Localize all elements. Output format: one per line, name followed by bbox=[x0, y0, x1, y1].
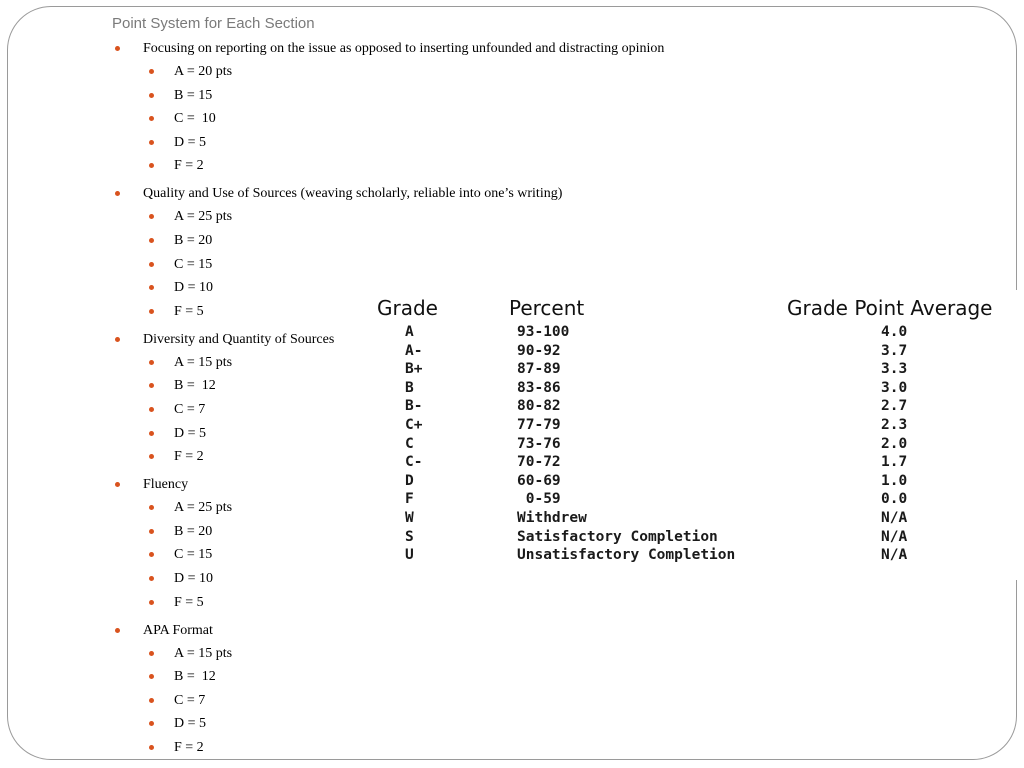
grade-cell: C bbox=[405, 435, 414, 452]
grade-points-text: A = 20 pts bbox=[174, 64, 233, 79]
gpa-cell: 2.0 bbox=[881, 435, 908, 452]
grade-points-text: F = 5 bbox=[174, 303, 204, 319]
table-row bbox=[368, 342, 1018, 361]
table-row bbox=[368, 509, 1018, 528]
percent-cell: 0-59 bbox=[517, 491, 561, 508]
grade-points-text: A = 25 pts bbox=[174, 209, 233, 225]
bullet-icon bbox=[149, 407, 154, 412]
percent-cell: 83-86 bbox=[517, 379, 561, 396]
bullet-icon bbox=[149, 431, 154, 436]
bullet-icon bbox=[149, 309, 154, 314]
bullet-icon bbox=[149, 140, 154, 145]
gpa-cell: 1.7 bbox=[881, 454, 908, 471]
grade-points-text: A = 25 pts bbox=[174, 500, 233, 516]
percent-cell: Withdrew bbox=[517, 510, 587, 526]
bullet-icon bbox=[115, 482, 120, 487]
bullet-icon bbox=[149, 674, 154, 679]
grade-points-item bbox=[112, 134, 712, 152]
percent-cell: 70-72 bbox=[517, 454, 561, 471]
grade-points-text: C = 7 bbox=[174, 401, 206, 417]
section-apa-format bbox=[112, 622, 712, 757]
grade-points-text: D = 10 bbox=[174, 280, 214, 296]
section-heading bbox=[112, 622, 712, 640]
bullet-icon bbox=[115, 191, 120, 196]
gpa-cell: N/A bbox=[881, 528, 908, 545]
slide-title: Point System for Each Section bbox=[112, 15, 315, 32]
grade-cell: C- bbox=[405, 454, 423, 471]
grade-cell: B+ bbox=[405, 361, 423, 378]
percent-cell: Unsatisfactory Completion bbox=[517, 547, 736, 564]
table-row bbox=[368, 379, 1018, 398]
section-heading-text: Quality and Use of Sources (weaving scholarly, reliable into one’s writing) bbox=[143, 186, 563, 202]
table-row bbox=[368, 323, 1018, 342]
grade-cell: S bbox=[405, 528, 414, 545]
table-row bbox=[368, 360, 1018, 379]
percent-cell: 73-76 bbox=[517, 435, 561, 452]
grade-points-text: B = 12 bbox=[174, 669, 216, 685]
grade-cell: C+ bbox=[405, 417, 423, 433]
gpa-cell: 0.0 bbox=[881, 491, 908, 508]
table-row bbox=[368, 453, 1018, 472]
gpa-cell: N/A bbox=[881, 510, 908, 526]
grade-points-text: C = 7 bbox=[174, 692, 206, 708]
gpa-column-header: Grade Point Average bbox=[787, 296, 993, 320]
grade-points-text: A = 15 pts bbox=[174, 354, 233, 370]
grade-cell: D bbox=[405, 472, 414, 489]
bullet-icon bbox=[149, 69, 154, 74]
bullet-icon bbox=[149, 93, 154, 98]
grade-points-text: C = 10 bbox=[174, 111, 216, 127]
grade-points-text: F = 2 bbox=[174, 739, 204, 755]
bullet-icon bbox=[149, 163, 154, 168]
gpa-cell: N/A bbox=[881, 547, 908, 564]
gpa-cell: 3.3 bbox=[881, 361, 908, 378]
section-heading bbox=[112, 185, 712, 203]
grade-points-text: B = 15 bbox=[174, 87, 213, 103]
bullet-icon bbox=[115, 337, 120, 342]
gpa-cell: 2.3 bbox=[881, 417, 908, 433]
bullet-icon bbox=[149, 651, 154, 656]
bullet-icon bbox=[115, 628, 120, 633]
bullet-icon bbox=[149, 505, 154, 510]
grade-points-item bbox=[112, 645, 712, 663]
bullet-icon bbox=[149, 745, 154, 750]
bullet-icon bbox=[149, 238, 154, 243]
bullet-icon bbox=[149, 262, 154, 267]
table-row bbox=[368, 490, 1018, 509]
grade-cell: U bbox=[405, 547, 414, 564]
grade-points-item bbox=[112, 87, 712, 105]
gpa-cell: 3.7 bbox=[881, 342, 908, 359]
grade-points-text: D = 5 bbox=[174, 716, 207, 732]
grade-points-item bbox=[112, 594, 712, 612]
section-heading-text: Focusing on reporting on the issue as opposed to inserting unfounded and distracting opinion bbox=[143, 41, 665, 56]
bullet-icon bbox=[149, 285, 154, 290]
bullet-icon bbox=[149, 116, 154, 121]
table-row bbox=[368, 397, 1018, 416]
percent-cell: 93-100 bbox=[517, 324, 570, 340]
table-row bbox=[368, 435, 1018, 454]
percent-column-header: Percent bbox=[509, 296, 585, 320]
grade-points-text: B = 20 bbox=[174, 232, 213, 248]
bullet-icon bbox=[149, 383, 154, 388]
grade-cell: B- bbox=[405, 398, 423, 415]
bullet-icon bbox=[149, 576, 154, 581]
grade-points-item bbox=[112, 739, 712, 757]
grade-scale-table bbox=[368, 290, 1018, 580]
grade-points-item bbox=[112, 63, 712, 81]
gpa-cell: 2.7 bbox=[881, 398, 908, 415]
section-heading-text: APA Format bbox=[143, 622, 213, 638]
section-heading bbox=[112, 40, 712, 58]
table-row bbox=[368, 472, 1018, 491]
grade-points-text: F = 2 bbox=[174, 449, 204, 465]
grade-points-item bbox=[112, 232, 712, 250]
grade-points-text: B = 12 bbox=[174, 378, 216, 394]
grade-points-text: D = 5 bbox=[174, 425, 207, 441]
grade-points-text: F = 5 bbox=[174, 594, 204, 610]
grade-points-item bbox=[112, 692, 712, 710]
grade-points-text: D = 5 bbox=[174, 134, 207, 150]
grade-points-item bbox=[112, 715, 712, 733]
bullet-icon bbox=[149, 552, 154, 557]
gpa-cell: 3.0 bbox=[881, 379, 908, 396]
bullet-icon bbox=[149, 360, 154, 365]
grade-cell: B bbox=[405, 379, 414, 396]
grade-column-header: Grade bbox=[377, 296, 438, 320]
section-heading-text: Fluency bbox=[143, 477, 189, 493]
grade-points-text: A = 15 pts bbox=[174, 645, 233, 661]
gpa-cell: 1.0 bbox=[881, 472, 908, 489]
grade-points-item bbox=[112, 157, 712, 175]
grade-cell: A bbox=[405, 324, 414, 340]
grade-points-text: C = 15 bbox=[174, 547, 213, 563]
grade-points-text: C = 15 bbox=[174, 256, 213, 272]
grade-points-item bbox=[112, 110, 712, 128]
percent-cell: 87-89 bbox=[517, 361, 561, 378]
bullet-icon bbox=[149, 698, 154, 703]
grade-cell: A- bbox=[405, 342, 423, 359]
percent-cell: 60-69 bbox=[517, 472, 561, 489]
grade-points-text: F = 2 bbox=[174, 158, 204, 174]
bullet-icon bbox=[149, 600, 154, 605]
grade-cell: W bbox=[405, 510, 414, 526]
bullet-icon bbox=[149, 214, 154, 219]
percent-cell: 90-92 bbox=[517, 342, 561, 359]
percent-cell: Satisfactory Completion bbox=[517, 528, 718, 545]
grade-cell: F bbox=[405, 491, 414, 508]
grade-points-text: D = 10 bbox=[174, 570, 214, 586]
grade-points-item bbox=[112, 256, 712, 274]
grade-points-text: B = 20 bbox=[174, 523, 213, 539]
section-reporting bbox=[112, 40, 712, 175]
bullet-icon bbox=[149, 454, 154, 459]
bullet-icon bbox=[115, 46, 120, 51]
table-row bbox=[368, 546, 1018, 565]
percent-cell: 80-82 bbox=[517, 398, 561, 415]
bullet-icon bbox=[149, 529, 154, 534]
bullet-icon bbox=[149, 721, 154, 726]
percent-cell: 77-79 bbox=[517, 417, 561, 433]
grade-points-item bbox=[112, 208, 712, 226]
grade-points-item bbox=[112, 668, 712, 686]
section-heading-text: Diversity and Quantity of Sources bbox=[143, 331, 335, 347]
gpa-cell: 4.0 bbox=[881, 324, 908, 340]
table-row bbox=[368, 416, 1018, 435]
table-row bbox=[368, 528, 1018, 547]
